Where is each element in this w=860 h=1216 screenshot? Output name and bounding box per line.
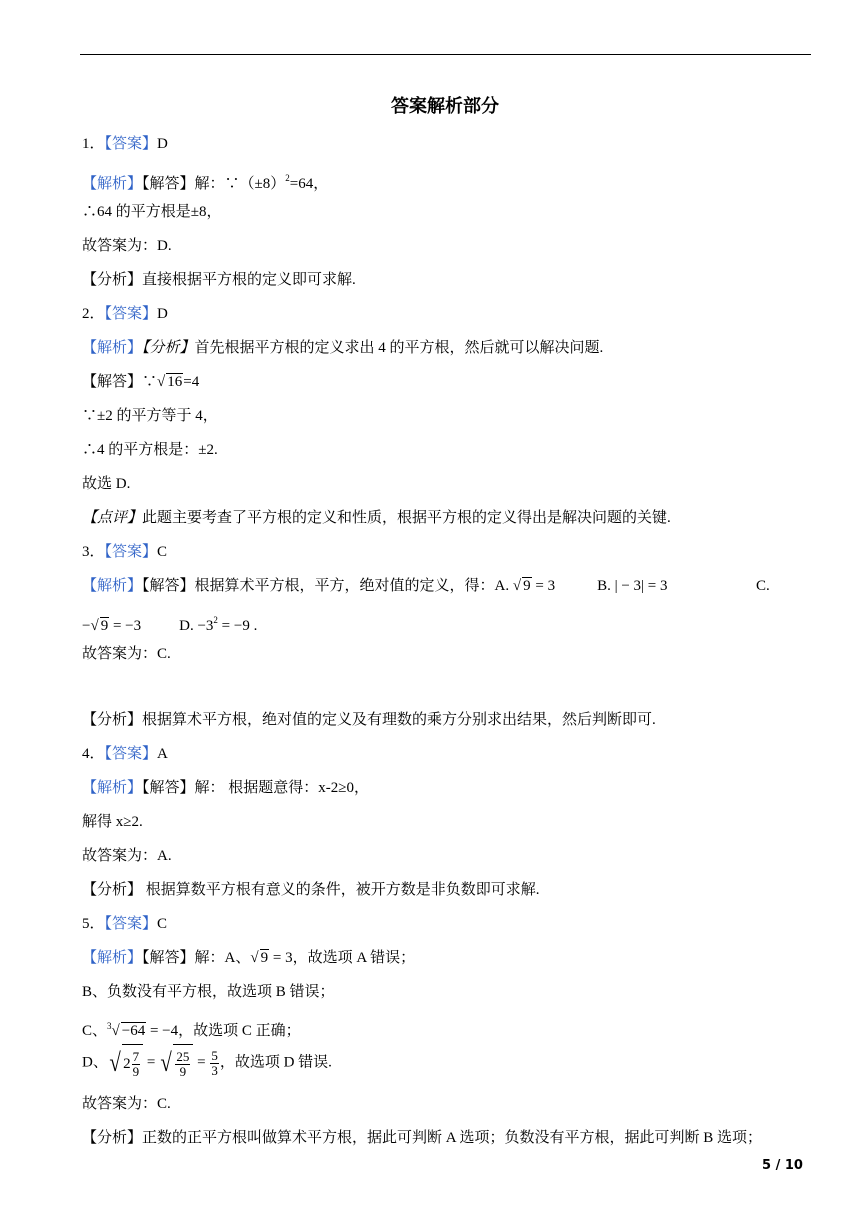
sqrt-symbol: √ — [250, 950, 259, 966]
q2-line3 — [82, 372, 199, 392]
q3-option-a: = 3 — [531, 578, 556, 594]
q4-solution-line — [82, 778, 369, 798]
q3-option-c: − — [82, 618, 91, 634]
q5-line4 — [82, 1016, 301, 1041]
q2-answer: D — [157, 306, 168, 322]
q5-analysis: 【分析】正数的正平方根叫做算术平方根，据此可判断 A 选项；负数没有平方根，据此可判断 B 选项； — [82, 1130, 763, 1146]
superscript: 2 — [213, 615, 218, 625]
jieda-tag: 【解答】 — [142, 950, 195, 966]
equals: = — [143, 1054, 160, 1071]
fenxi-tag: 【分析】 — [142, 340, 195, 356]
q3-line4: 故答案为：C. — [82, 646, 171, 662]
q1-text: =64， — [289, 176, 329, 192]
equals: = — [193, 1054, 210, 1071]
jieda-tag: 【解答】 — [142, 578, 195, 594]
q2-text: 【解答】∵ — [82, 374, 158, 390]
radicand: 9 — [100, 618, 109, 634]
q4-answer-line — [82, 744, 168, 764]
radicand: −64 — [121, 1023, 146, 1039]
radicand — [173, 1044, 193, 1082]
q1-line3: ∴64 的平方根是±8， — [82, 204, 222, 220]
q5-number: 5． — [82, 916, 105, 932]
sqrt-symbol: √ — [111, 1023, 120, 1039]
q5-answer: C — [157, 916, 168, 932]
q5-text: 解：A、 — [194, 950, 251, 966]
q5-text: = −4，故选项 C 正确； — [146, 1023, 301, 1039]
q2-line4: ∵±2 的平方等于 4， — [82, 408, 218, 424]
fraction — [132, 1050, 141, 1079]
q3-solution-line — [82, 576, 782, 596]
answer-tag: 【答案】 — [104, 916, 158, 932]
radicand: 16 — [167, 374, 183, 390]
q3-answer: C — [157, 544, 168, 560]
root-index: 3 — [107, 1021, 112, 1031]
q2-line5: ∴4 的平方根是：±2. — [82, 442, 218, 458]
denominator: 9 — [132, 1064, 140, 1080]
q3-option-b: B. | − 3| = 3 — [597, 578, 668, 594]
jiexi-tag: 【解析】 — [82, 176, 143, 192]
q3-option-c: = −3 — [109, 618, 142, 634]
q3-answer-line — [82, 542, 167, 562]
page-number: 5 / 10 — [762, 1158, 803, 1173]
radicand: 9 — [523, 578, 531, 594]
q2-text: =4 — [183, 374, 200, 390]
q3-option-d: = −9 . — [217, 618, 258, 634]
q5-text: C、 — [82, 1023, 108, 1039]
q5-solution-line — [82, 948, 415, 968]
q1-analysis: 【分析】直接根据平方根的定义即可求解. — [82, 272, 356, 288]
q3-analysis: 【分析】根据算术平方根，绝对值的定义及有理数的乘方分别求出结果，然后判断即可. — [82, 712, 656, 728]
q3-option-c-label: C. — [756, 578, 770, 594]
radicand: 9 — [260, 950, 269, 966]
answer-tag: 【答案】 — [104, 136, 158, 152]
q3-option-d: D. −3 — [179, 618, 214, 634]
q4-answer: A — [157, 746, 168, 762]
q1-number: 1． — [82, 136, 105, 152]
denominator: 9 — [179, 1064, 187, 1080]
q2-text: 首先根据平方根的定义求出 4 的平方根，然后就可以解决问题. — [194, 340, 604, 356]
sqrt-symbol: √ — [512, 578, 522, 594]
q5-line5 — [82, 1044, 332, 1082]
q1-line4: 故答案为：D. — [82, 238, 172, 254]
q2-number: 2． — [82, 306, 105, 322]
jieda-tag: 【解答】 — [142, 780, 195, 796]
denominator: 3 — [211, 1062, 218, 1078]
header-rule — [80, 54, 811, 55]
q3-line3 — [82, 610, 257, 636]
fraction — [175, 1050, 190, 1079]
q1-answer-line — [82, 134, 168, 154]
q5-text: ，故选项 D 错误. — [219, 1054, 332, 1071]
q1-text: 解：∵（±8） — [194, 176, 286, 192]
jiexi-tag: 【解析】 — [82, 780, 143, 796]
dianping-tag: 【点评】 — [82, 510, 143, 526]
numerator: 5 — [211, 1047, 218, 1063]
q5-text: D、 — [82, 1054, 108, 1071]
superscript: 2 — [285, 173, 290, 183]
q4-analysis: 【分析】 根据算数平方根有意义的条件，被开方数是非负数即可求解. — [82, 882, 540, 898]
q1-answer: D — [157, 136, 168, 152]
q2-comment — [82, 508, 671, 528]
q2-answer-line — [82, 304, 168, 324]
numerator: 25 — [176, 1049, 190, 1065]
q2-text: 此题主要考查了平方根的定义和性质，根据平方根的定义得出是解决问题的关键. — [142, 510, 671, 526]
mixed-whole: 2 — [123, 1056, 131, 1072]
jiexi-tag: 【解析】 — [82, 950, 143, 966]
jiexi-tag: 【解析】 — [82, 578, 143, 594]
sqrt-symbol: √ — [109, 1048, 121, 1077]
sqrt-symbol: √ — [160, 1048, 172, 1077]
sqrt-symbol: √ — [90, 618, 99, 634]
jieda-tag: 【解答】 — [142, 176, 195, 192]
jiexi-tag: 【解析】 — [82, 340, 143, 356]
sqrt-symbol: √ — [157, 374, 166, 390]
q2-line6: 故选 D. — [82, 476, 131, 492]
q5-line3: B、负数没有平方根，故选项 B 错误； — [82, 984, 335, 1000]
q4-line4: 故答案为：A. — [82, 848, 172, 864]
radicand — [122, 1044, 143, 1082]
q5-line6: 故答案为：C. — [82, 1096, 171, 1112]
fraction — [210, 1049, 219, 1078]
answer-tag: 【答案】 — [104, 746, 158, 762]
q5-text: = 3，故选项 A 错误； — [269, 950, 416, 966]
q5-answer-line — [82, 914, 167, 934]
answer-tag: 【答案】 — [104, 306, 158, 322]
q1-solution-line — [82, 168, 328, 194]
answer-tag: 【答案】 — [104, 544, 158, 560]
q4-line3: 解得 x≥2. — [82, 814, 143, 830]
page-title: 答案解析部分 — [391, 96, 499, 117]
q4-number: 4． — [82, 746, 105, 762]
q4-text: 解： 根据题意得：x-2≥0， — [194, 780, 370, 796]
q2-solution-line — [82, 338, 603, 358]
q3-number: 3． — [82, 544, 105, 560]
numerator: 7 — [132, 1049, 140, 1065]
q3-text: 根据算术平方根，平方，绝对值的定义，得：A. — [194, 578, 510, 594]
